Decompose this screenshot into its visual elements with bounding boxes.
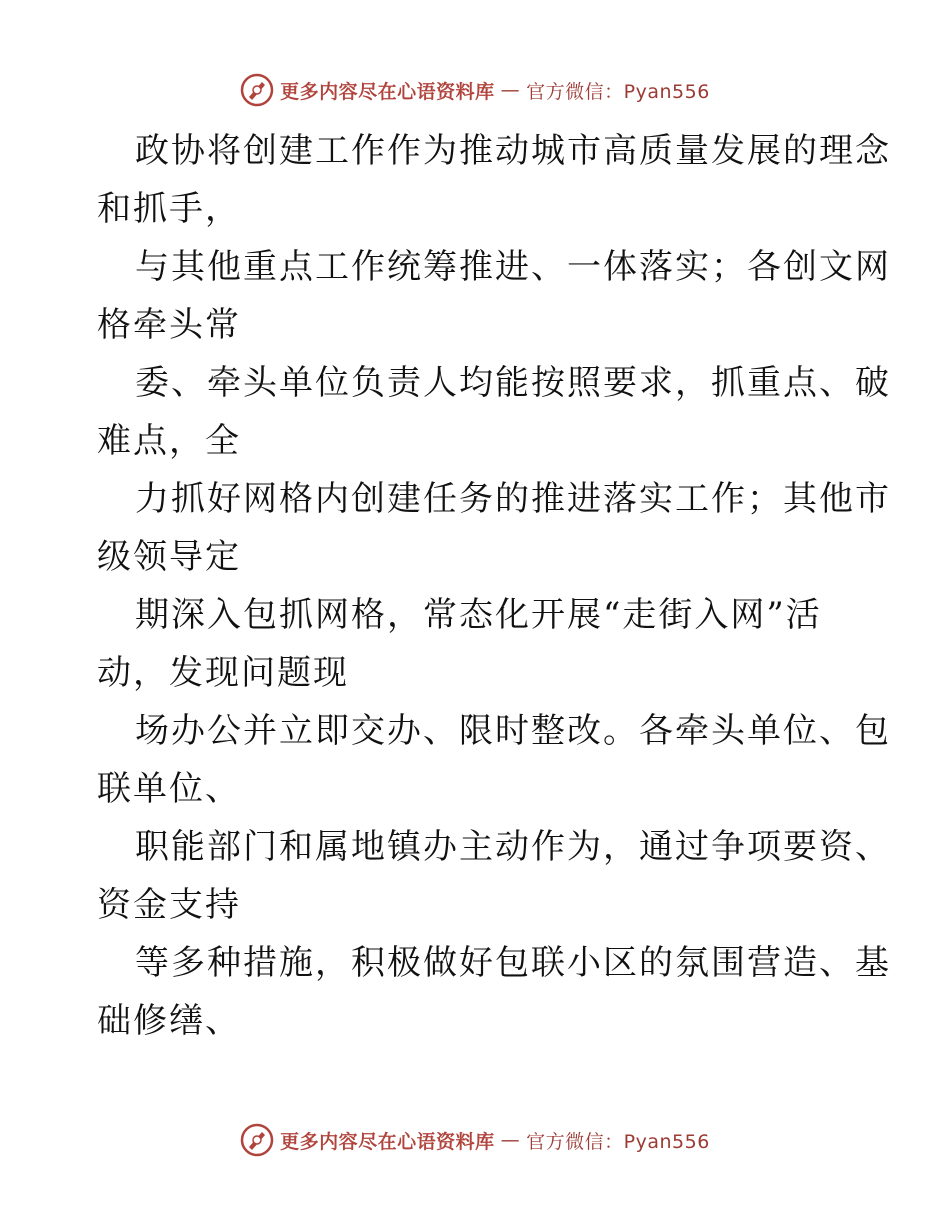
watermark-dash: —	[500, 1129, 521, 1151]
text-line: 期深入包抓网格，常态化开展“走街入网”活	[135, 595, 822, 635]
text-line: 础修缮、	[97, 1001, 241, 1041]
text-line: 动，发现问题现	[97, 653, 349, 693]
text-line: 格牵头常	[97, 305, 241, 345]
header-watermark	[0, 70, 950, 110]
text-line: 场办公并立即交办、限时整改。各牵头单位、包	[135, 711, 891, 751]
text-line: 委、牵头单位负责人均能按照要求，抓重点、破	[135, 363, 891, 403]
text-line: 职能部门和属地镇办主动作为，通过争项要资、	[135, 827, 891, 867]
watermark-dash: —	[500, 79, 521, 101]
seal-logo-icon	[240, 73, 274, 107]
text-line: 政协将创建工作作为推动城市高质量发展的理念	[135, 131, 891, 171]
watermark-wechat: 官方微信：Pyan556	[526, 80, 710, 103]
text-line: 难点，全	[97, 421, 241, 461]
text-line: 力抓好网格内创建任务的推进落实工作；其他市	[135, 479, 891, 519]
text-line: 资金支持	[97, 885, 241, 925]
watermark-wechat: 官方微信：Pyan556	[526, 1130, 710, 1153]
text-line: 级领导定	[97, 537, 241, 577]
document-body	[97, 122, 891, 1050]
text-line: 联单位、	[97, 769, 241, 809]
watermark-title: 更多内容尽在心语资料库	[280, 80, 495, 103]
seal-logo-icon	[240, 1123, 274, 1157]
text-line: 和抓手，	[97, 189, 241, 229]
text-line: 与其他重点工作统筹推进、一体落实；各创文网	[135, 247, 891, 287]
text-line: 等多种措施，积极做好包联小区的氛围营造、基	[135, 943, 891, 983]
watermark-title: 更多内容尽在心语资料库	[280, 1130, 495, 1153]
footer-watermark	[0, 1120, 950, 1160]
